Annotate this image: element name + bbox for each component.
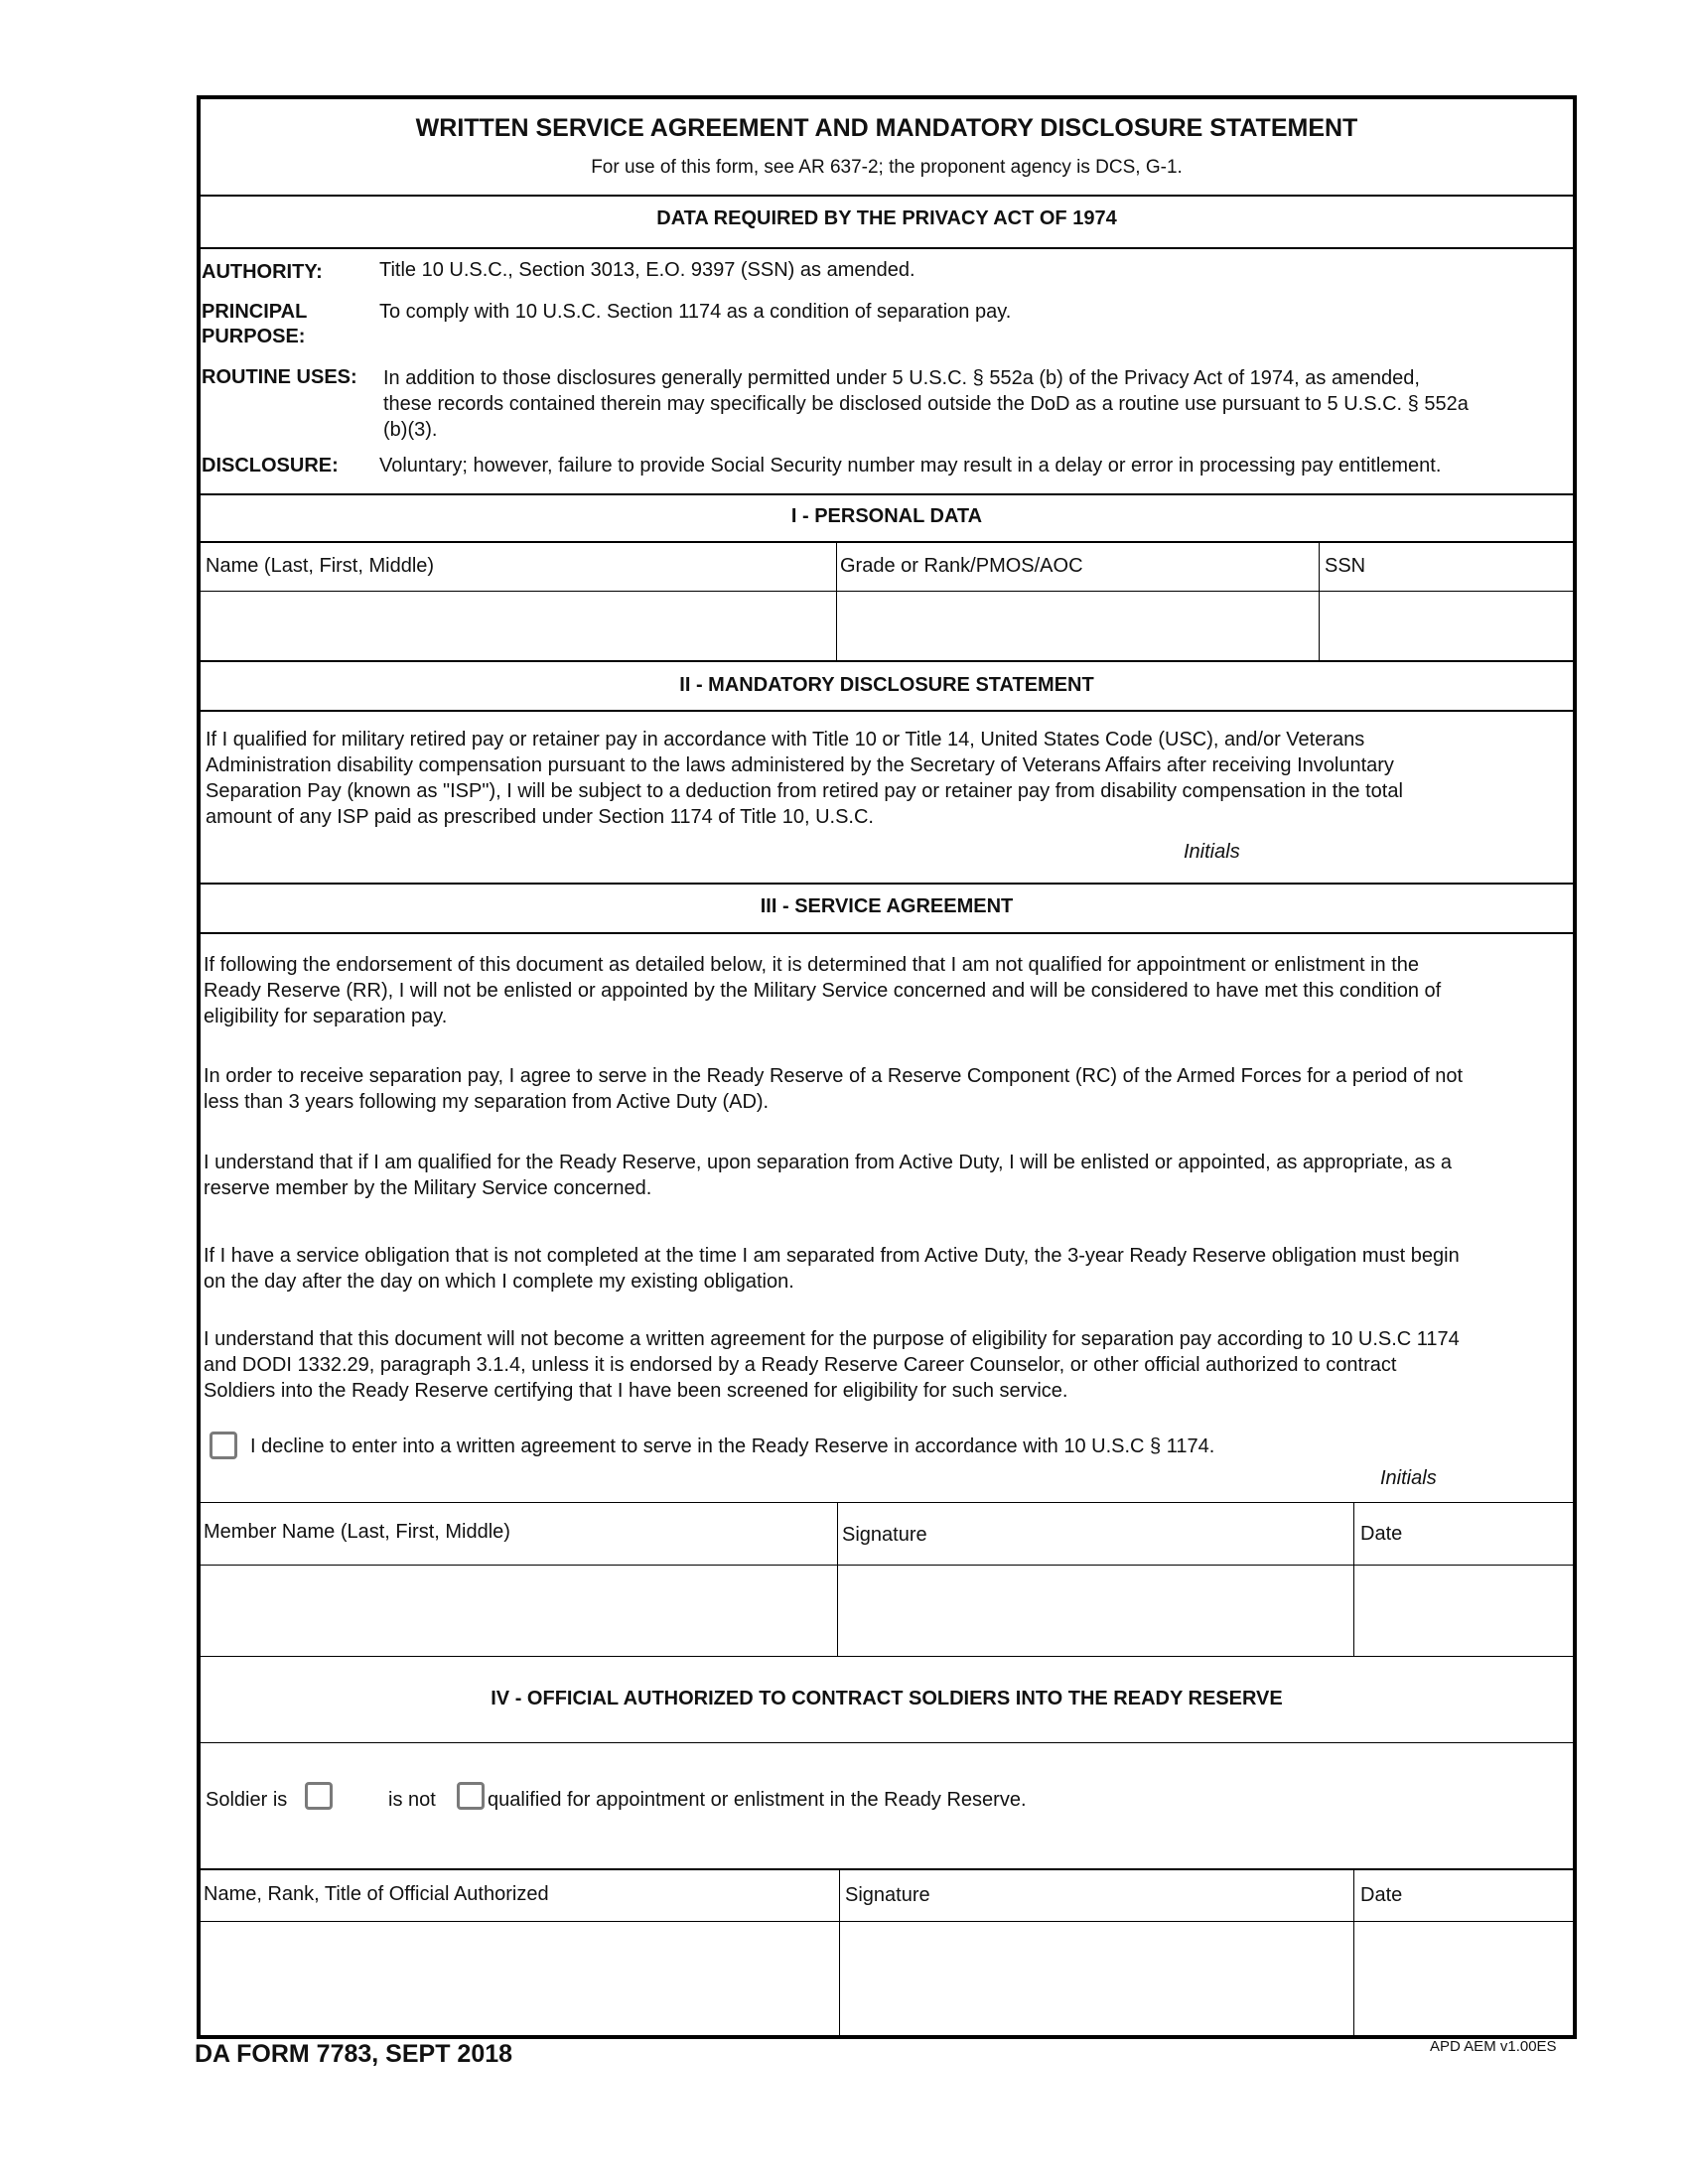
section-2-initials-field[interactable] xyxy=(1251,836,1430,866)
column-divider xyxy=(839,1868,840,2037)
is-not-label: is not xyxy=(388,1789,436,1811)
agreement-p2-line2: less than 3 years following my separation from Active Duty (AD). xyxy=(204,1091,770,1113)
agreement-p3-line1: I understand that if I am qualified for the Ready Reserve, upon separation from Active Duty, I will be enlisted or appointed, as appropriate, as a xyxy=(204,1152,1453,1173)
member-date-field[interactable] xyxy=(1359,1569,1570,1653)
privacy-act-heading: DATA REQUIRED BY THE PRIVACY ACT OF 1974 xyxy=(656,207,1117,229)
qualified-text: qualified for appointment or enlistment in the Ready Reserve. xyxy=(488,1789,1027,1811)
official-date-label: Date xyxy=(1360,1884,1403,1906)
decline-text: I decline to enter into a written agreement to serve in the Ready Reserve in accordance with 10 U.S.C § 1174. xyxy=(250,1435,1215,1457)
routine-uses-label: ROUTINE USES: xyxy=(202,366,357,388)
member-name-field[interactable] xyxy=(204,1569,831,1653)
agreement-p5-line3: Soldiers into the Ready Reserve certifying that I have been screened for eligibility for such service. xyxy=(204,1380,1068,1402)
column-divider xyxy=(1353,1868,1354,2037)
divider xyxy=(199,1868,1575,1870)
agreement-p1-line3: eligibility for separation pay. xyxy=(204,1006,448,1027)
routine-uses-line2: these records contained therein may specifically be disclosed outside the DoD as a routine use pursuant to 5 U.S.C. § 552a xyxy=(383,393,1469,415)
member-signature-field[interactable] xyxy=(843,1569,1347,1653)
disclosure-text: Voluntary; however, failure to provide Social Security number may result in a delay or error in processing pay entitlement. xyxy=(379,455,1442,477)
routine-uses-line1: In addition to those disclosures generally permitted under 5 U.S.C. § 552a (b) of the Privacy Act of 1974, as amended, xyxy=(383,367,1420,389)
member-signature-label: Signature xyxy=(842,1524,927,1546)
agreement-p2-line1: In order to receive separation pay, I agree to serve in the Ready Reserve of a Reserve Component (RC) of the Armed Forces for a period of not xyxy=(204,1065,1464,1087)
disclosure-statement-line2: Administration disability compensation pursuant to the laws administered by the Secretary of Veterans Affairs after receiving Involuntary xyxy=(206,754,1394,776)
principal-purpose-text: To comply with 10 U.S.C. Section 1174 as a condition of separation pay. xyxy=(379,301,1012,323)
section-3-initials-label: Initials xyxy=(1380,1467,1437,1489)
section-2-initials-label: Initials xyxy=(1184,841,1240,863)
authority-text: Title 10 U.S.C., Section 3013, E.O. 9397 (SSN) as amended. xyxy=(379,259,915,281)
soldier-is-label: Soldier is xyxy=(206,1789,288,1811)
agreement-p1-line1: If following the endorsement of this document as detailed below, it is determined that I am not qualified for appointment or enlistment in the xyxy=(204,954,1420,976)
grade-label: Grade or Rank/PMOS/AOC xyxy=(840,555,1083,577)
divider xyxy=(199,932,1575,934)
disclosure-statement-line1: If I qualified for military retired pay or retainer pay in accordance with Title 10 or Title 14, United States Code (USC), and/or Veterans xyxy=(206,729,1365,751)
form-title: WRITTEN SERVICE AGREEMENT AND MANDATORY DISCLOSURE STATEMENT xyxy=(415,114,1358,142)
form-subtitle: For use of this form, see AR 637-2; the proponent agency is DCS, G-1. xyxy=(591,157,1183,178)
section-2-heading: II - MANDATORY DISCLOSURE STATEMENT xyxy=(679,674,1094,696)
disclosure-statement-line4: amount of any ISP paid as prescribed under Section 1174 of Title 10, U.S.C. xyxy=(206,806,874,828)
divider xyxy=(199,1656,1575,1657)
section-1-heading: I - PERSONAL DATA xyxy=(790,505,983,527)
ssn-field[interactable] xyxy=(1325,596,1571,657)
official-name-field[interactable] xyxy=(204,1926,833,2033)
ssn-label: SSN xyxy=(1325,555,1366,577)
section-3-heading: III - SERVICE AGREEMENT xyxy=(760,895,1014,917)
agreement-p1-line2: Ready Reserve (RR), I will not be enlisted or appointed by the Military Service concerned and will be considered to have met this condition of xyxy=(204,980,1442,1002)
divider xyxy=(199,591,1575,592)
section-3-initials-field[interactable] xyxy=(1440,1462,1569,1490)
divider xyxy=(199,541,1575,543)
agreement-p5-line1: I understand that this document will not become a written agreement for the purpose of eligibility for separation pay according to 10 U.S.C 1174 xyxy=(204,1328,1460,1350)
column-divider xyxy=(836,541,837,660)
routine-uses-line3: (b)(3). xyxy=(383,419,438,441)
form-version: APD AEM v1.00ES xyxy=(1430,2038,1557,2055)
section-4-heading: IV - OFFICIAL AUTHORIZED TO CONTRACT SOLDIERS INTO THE READY RESERVE xyxy=(491,1688,1283,1709)
grade-field[interactable] xyxy=(842,596,1315,657)
divider xyxy=(199,247,1575,249)
divider xyxy=(199,710,1575,712)
agreement-p3-line2: reserve member by the Military Service concerned. xyxy=(204,1177,652,1199)
divider xyxy=(199,660,1575,662)
member-date-label: Date xyxy=(1360,1523,1403,1545)
official-signature-label: Signature xyxy=(845,1884,930,1906)
official-name-label: Name, Rank, Title of Official Authorized xyxy=(204,1883,549,1905)
agreement-p4-line2: on the day after the day on which I complete my existing obligation. xyxy=(204,1271,794,1293)
name-field[interactable] xyxy=(204,596,831,657)
agreement-p5-line2: and DODI 1332.29, paragraph 3.1.4, unless it is endorsed by a Ready Reserve Career Counselor, or other official authorized to contract xyxy=(204,1354,1397,1376)
qualified-checkbox[interactable] xyxy=(305,1782,333,1810)
member-name-label: Member Name (Last, First, Middle) xyxy=(204,1521,510,1543)
form-number: DA FORM 7783, SEPT 2018 xyxy=(195,2040,513,2068)
column-divider xyxy=(1353,1502,1354,1657)
official-signature-field[interactable] xyxy=(845,1926,1347,2033)
agreement-p4-line1: If I have a service obligation that is not completed at the time I am separated from Active Duty, the 3-year Ready Reserve obligation must begin xyxy=(204,1245,1460,1267)
column-divider xyxy=(837,1502,838,1657)
divider xyxy=(199,1565,1575,1566)
divider xyxy=(199,195,1575,197)
divider xyxy=(199,1921,1575,1922)
divider xyxy=(199,1502,1575,1503)
divider xyxy=(199,493,1575,495)
name-label: Name (Last, First, Middle) xyxy=(206,555,435,577)
disclosure-label: DISCLOSURE: xyxy=(202,455,339,477)
disclosure-statement-line3: Separation Pay (known as "ISP"), I will be subject to a deduction from retired pay or retainer pay from disability compensation in the total xyxy=(206,780,1403,802)
column-divider xyxy=(1319,541,1320,660)
principal-purpose-label-line1: PRINCIPAL xyxy=(202,301,308,323)
not-qualified-checkbox[interactable] xyxy=(457,1782,485,1810)
divider xyxy=(199,1742,1575,1743)
authority-label: AUTHORITY: xyxy=(202,261,323,283)
official-date-field[interactable] xyxy=(1359,1926,1570,2033)
decline-checkbox[interactable] xyxy=(210,1432,237,1459)
divider xyxy=(199,883,1575,885)
principal-purpose-label-line2: PURPOSE: xyxy=(202,326,306,347)
